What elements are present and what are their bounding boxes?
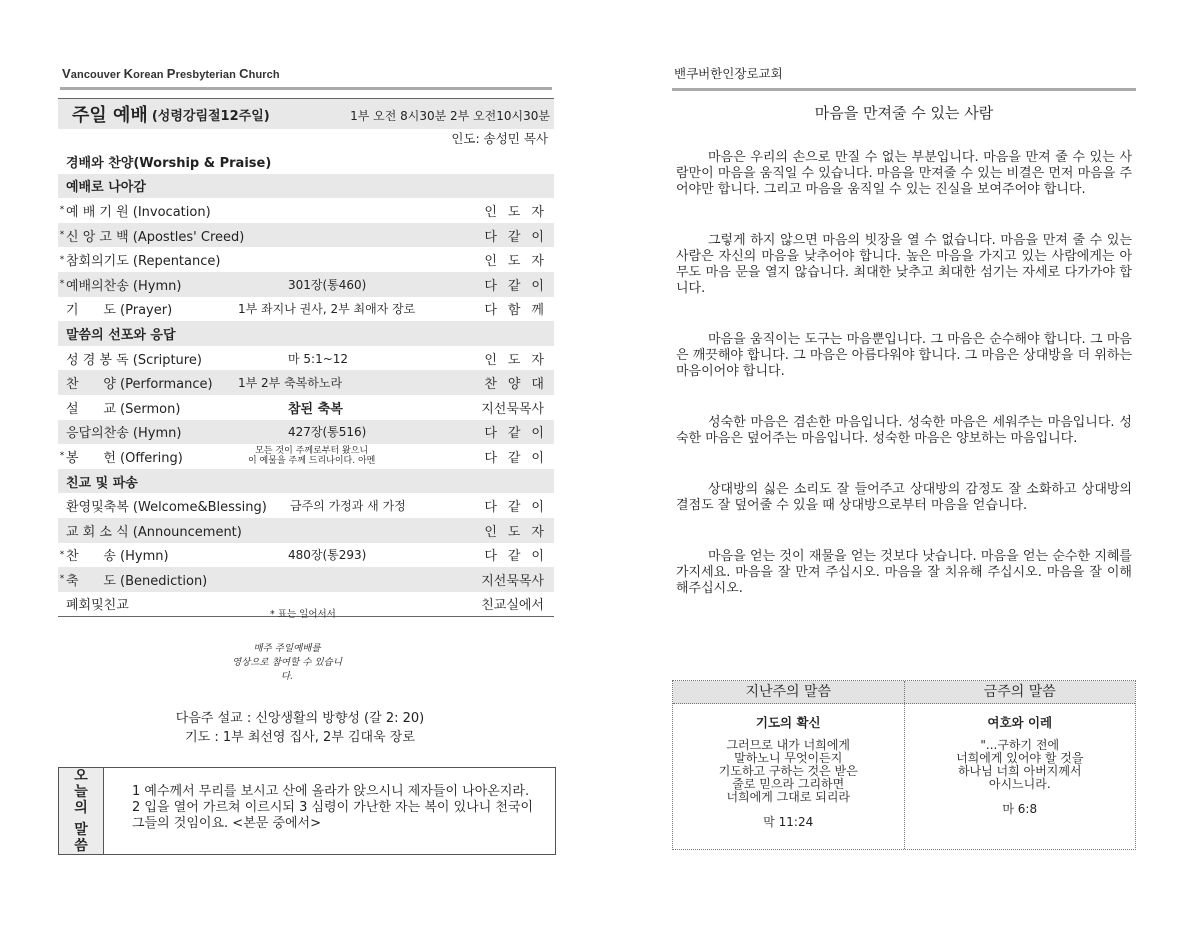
service-title: 주일 예배: [72, 105, 148, 126]
scripture-words-header: [673, 681, 1135, 704]
item-name: 설 교 (Sermon): [66, 401, 181, 417]
item-leader: 다같이: [484, 450, 555, 466]
verse-line: 줄로 믿으라 그리하면: [732, 777, 845, 791]
todays-word-label-char: 늘: [74, 784, 88, 800]
item-name: 찬 송 (Hymn): [66, 549, 169, 565]
verse-line: 그러므로 내가 너희에게: [726, 738, 851, 752]
essay-title: 마음을 만져줄 수 있는 사람: [814, 104, 994, 122]
verse-line: 기도하고 구하는 것은 받은: [718, 764, 858, 778]
verse-line: 너희에게 있어야 할 것을: [956, 751, 1084, 765]
order-item: [58, 493, 554, 518]
item-detail: 1부 2부 축복하노라: [238, 376, 343, 391]
service-subtitle: (성령강림절12주일): [151, 108, 270, 124]
this-week-ref: 마 6:8: [1002, 802, 1038, 816]
item-detail: 금주의 가정과 새 가정: [290, 499, 406, 514]
essay-paragraph: 마음을 움직이는 도구는 마음뿐입니다. 그 마음은 순수해야 합니다. 그 마음은 깨끗해야 합니다. 그 마음은 아름다워야 합니다. 그 마음은 상대방을 더 위하는 마음이어야 합니다.: [676, 332, 1132, 379]
order-item: [58, 346, 554, 371]
worship-order: [58, 98, 554, 617]
item-leader: 다같이: [484, 426, 555, 442]
item-detail: 301장(통460): [288, 277, 367, 292]
item-name: 환영및축복 (Welcome&Blessing): [66, 500, 267, 516]
item-name: 예 배 기 원 (Invocation): [66, 204, 211, 220]
this-week-word: [905, 704, 1136, 849]
item-leader: 지선묵목사: [481, 573, 544, 589]
item-name: 봉 헌 (Offering): [66, 450, 183, 466]
item-detail: 참된 축복: [288, 401, 343, 417]
standing-mark: *: [59, 451, 65, 462]
order-rows: [58, 149, 554, 616]
item-name: 기 도 (Prayer): [66, 303, 173, 319]
order-item: [58, 395, 554, 420]
order-item: [58, 198, 554, 223]
last-week-head: 지난주의 말씀: [673, 681, 905, 703]
header-rest: resbyterian: [175, 69, 240, 81]
item-detail: 480장(통293): [288, 548, 367, 563]
todays-word-label-char: 씀: [74, 838, 88, 854]
order-item: [58, 567, 554, 592]
item-leader: 다같이: [484, 278, 555, 294]
order-item: [58, 518, 554, 543]
standing-mark: *: [59, 279, 65, 290]
item-name: 참회의기도 (Repentance): [66, 254, 221, 270]
last-week-word: [673, 704, 905, 849]
todays-word-label-char: 오: [74, 768, 88, 784]
header-rest: hurch: [248, 69, 280, 81]
standing-mark: *: [59, 574, 65, 585]
essay-paragraph: 그렇게 하지 않으면 마음의 빗장을 열 수 없습니다. 마음을 만져 줄 수 있는 사람은 자신의 마음을 낮추어야 합니다. 높은 마음을 가지고 있는 사람에게는 아무도 마음 문을 열지 않습니다. 최대한 낮추고 최대한 섬기는 자세로 다가가야 합니다.: [676, 233, 1132, 296]
scripture-words-body: [673, 704, 1135, 849]
essay-paragraph: 성숙한 마음은 겸손한 마음입니다. 성숙한 마음은 세워주는 마음입니다. 성숙한 마음은 덮어주는 마음입니다. 성숙한 마음은 양보하는 마음입니다.: [676, 415, 1132, 446]
section-heading: 친교 및 파송: [58, 469, 554, 494]
item-name: 교 회 소 식 (Announcement): [66, 524, 242, 540]
order-item: [58, 444, 554, 469]
item-name: 응답의찬송 (Hymn): [66, 426, 182, 442]
todays-word-text: 1 예수께서 무리를 보시고 산에 올라가 앉으시니 제자들이 나아온지라. 2 입을 열어 가르쳐 이르시되 3 심령이 가난한 자는 복이 있나니 천국이 그들의 것임이요. <본문 중에서>: [132, 784, 534, 831]
header-cap: V: [62, 66, 71, 81]
header-cap: K: [123, 66, 134, 81]
item-detail: 마 5:1~12: [288, 351, 349, 366]
essay-paragraph: 상대방의 싫은 소리도 잘 들어주고 상대방의 감정도 잘 소화하고 상대방의 결점도 잘 덮어줄 수 있을 때 상대방으로부터 마음을 얻습니다.: [676, 482, 1132, 513]
todays-word-box: [58, 767, 556, 855]
item-leader: 다함께: [484, 303, 555, 319]
online-note-line: 매주 주일예배를: [253, 643, 321, 654]
service-times: 1부 오전 8시30분 2부 오전10시30분: [350, 109, 550, 123]
order-item: [58, 370, 554, 395]
essay-paragraph: 마음은 우리의 손으로 만질 수 없는 부분입니다. 마음을 만져 줄 수 있는 사람만이 마음을 움직일 수 있습니다. 마음을 만져줄 수 있는 비결은 먼저 마음을 주어야만 합니다. 그리고 마음을 움직일 수 있는 진실을 보여주어야 합니다.: [676, 150, 1132, 197]
todays-word-label-char: 의: [74, 800, 88, 816]
verse-line: 말하노니 무엇이든지: [734, 751, 843, 765]
order-item: [58, 223, 554, 248]
header-divider: [672, 88, 1136, 91]
section-heading: 경배와 찬양(Worship & Praise): [66, 155, 272, 171]
leader: 인도: 송성민 목사: [451, 131, 548, 146]
standing-note: * 표는 일어서서: [270, 609, 336, 620]
next-sermon: 다음주 설교 : 신앙생활의 방향성 (갈 2: 20): [175, 711, 425, 726]
item-leader: 친교실에서: [481, 598, 544, 614]
item-leader: 지선묵목사: [481, 401, 544, 417]
item-leader: 다같이: [484, 229, 555, 245]
section-heading: 예배로 나아감: [58, 174, 554, 199]
item-leader: 다같이: [484, 549, 555, 565]
order-item: [58, 420, 554, 445]
todays-word-label-char: 말: [74, 822, 88, 838]
standing-mark: *: [59, 549, 65, 560]
next-week-info: [150, 709, 450, 747]
verse-line: 너희에게 그대로 되리라: [726, 790, 851, 804]
service-title-row: [58, 99, 554, 129]
todays-word-label: [59, 768, 104, 854]
this-week-title: 여호와 이레: [987, 715, 1053, 730]
header-cap: P: [166, 66, 176, 81]
item-leader: 인도자: [484, 352, 555, 368]
item-leader: 찬양대: [484, 377, 555, 393]
item-detail: 427장(통516): [288, 425, 367, 440]
header-divider: [60, 87, 552, 90]
standing-mark: *: [59, 205, 65, 216]
essay-body: [676, 150, 1132, 632]
header-rest: orean: [133, 69, 167, 81]
standing-mark: *: [59, 254, 65, 265]
item-detail-line: 이 예물을 주께 드리나이다. 아멘: [248, 456, 376, 467]
church-name-korean: 밴쿠버한인장로교회: [674, 66, 783, 81]
item-name: 예배의찬송 (Hymn): [66, 278, 182, 294]
order-item: [58, 297, 554, 322]
essay-paragraph: 마음을 얻는 것이 재물을 얻는 것보다 낫습니다. 마음을 얻는 순수한 지혜를 가지세요. 마음을 잘 만져 주십시오. 마음을 잘 치유해 주십시오. 마음을 잘 이해 해주십시오.: [676, 549, 1132, 596]
online-note: [232, 642, 342, 684]
verse-line: "...구하기 전에: [980, 738, 1060, 752]
verse-line: 아시느니라.: [988, 777, 1051, 791]
item-leader: 인도자: [484, 524, 555, 540]
item-name: 신 앙 고 백 (Apostles' Creed): [66, 229, 245, 245]
section-heading: 말씀의 선포와 응답: [58, 321, 554, 346]
church-name-english: [62, 66, 280, 81]
item-leader: 인도자: [484, 254, 555, 270]
header-rest: ancouver: [70, 69, 124, 81]
standing-mark: *: [59, 230, 65, 241]
item-name: 찬 양 (Performance): [66, 377, 213, 393]
item-name: 폐회및친교: [66, 598, 129, 614]
online-note-line: 영상으로 참여할 수 있습니다.: [232, 657, 343, 682]
item-detail-line: 모든 것이 주께로부터 왔으니: [255, 446, 369, 457]
header-cap: C: [239, 66, 249, 81]
last-week-title: 기도의 확신: [755, 715, 821, 730]
item-leader: 인도자: [484, 204, 555, 220]
item-detail: [248, 446, 375, 466]
item-name: 축 도 (Benediction): [66, 573, 208, 589]
last-week-ref: 막 11:24: [763, 815, 814, 829]
order-item: [58, 543, 554, 568]
this-week-head: 금주의 말씀: [983, 684, 1056, 700]
order-item: [58, 247, 554, 272]
next-prayer: 기도 : 1부 최선영 집사, 2부 김대욱 장로: [185, 730, 415, 745]
scripture-words-box: [672, 680, 1136, 850]
order-item: [58, 272, 554, 297]
verse-line: 하나님 너희 아버지께서: [957, 764, 1082, 778]
item-name: 성 경 봉 독 (Scripture): [66, 352, 202, 368]
item-detail: 1부 좌지나 권사, 2부 최애자 장로: [238, 302, 416, 317]
item-leader: 다같이: [484, 500, 555, 516]
